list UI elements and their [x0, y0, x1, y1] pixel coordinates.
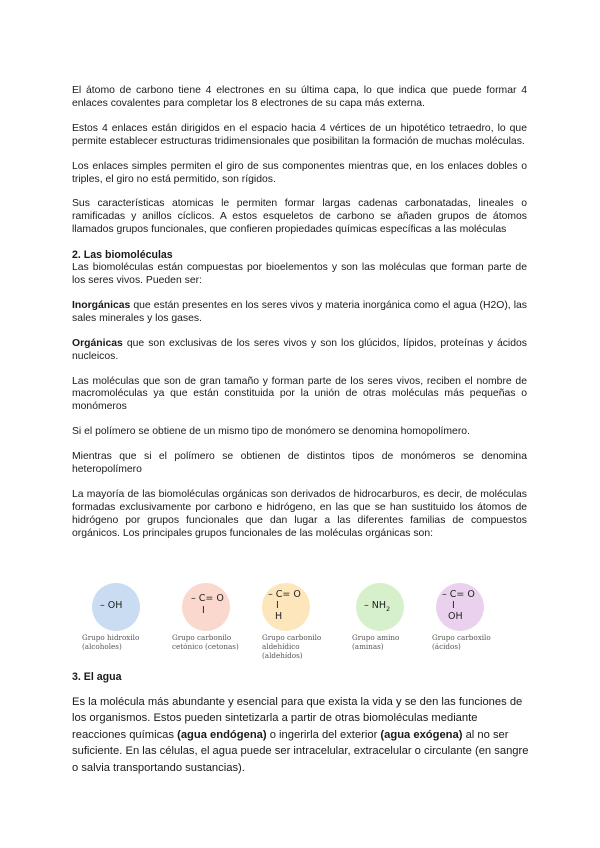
amino-caption-line-1: Grupo amino [352, 633, 400, 642]
functional-groups-figure [82, 583, 502, 658]
inorganic-text: que están presentes en los seres vivos y materia inorgánica como el agua (H2O), las sales minerales y los gases. [72, 299, 527, 324]
intro-paragraph-3: Los enlaces simples permiten el giro de sus componentes mientras que, en los enlaces dobles o triples, el giro no está permitido, son rígidos. [72, 160, 527, 185]
water-text-1: Es la molécula más abundante y esencial para que exista la vida y se den las funciones de los organismos. Estos pueden sintetizarla a partir de otras biomoléculas mediante reacciones químicas [72, 695, 523, 741]
water-paragraph [72, 694, 532, 777]
ketone-caption-line-1: Grupo carbonilo [172, 633, 232, 642]
heteropolymer-paragraph: Mientras que si el polímero se obtienen de distintos tipos de monómeros se denomina heteropolímero [72, 451, 527, 476]
section-2-heading: 2. Las biomoléculas [72, 249, 173, 262]
water-exogenous-term: (agua exógena) [380, 728, 463, 741]
section-3-block [72, 671, 532, 776]
hydroxyl-circle [92, 583, 140, 631]
organic-text: que son exclusivas de los seres vivos y son los glúcidos, lípidos, proteínas y ácidos nucleicos. [72, 337, 527, 362]
carboxyl-caption-line-2: (ácidos) [432, 642, 461, 651]
intro-block [72, 85, 527, 541]
organic-term: Orgánicas [72, 337, 123, 349]
amino-caption [352, 633, 432, 651]
ketone-caption-line-2: cetónico (cetonas) [172, 642, 239, 651]
aldehyde-formula-line-1: – C= O [268, 589, 301, 600]
carboxyl-formula-line-2: I [452, 600, 455, 611]
carboxyl-formula-line-1: – C= O [442, 589, 475, 600]
ketone-caption [172, 633, 252, 651]
aldehyde-formula-line-3: H [275, 611, 283, 622]
inorganic-paragraph [72, 300, 527, 326]
amino-circle [356, 583, 404, 631]
ketone-formula-line-1: – C= O [191, 593, 224, 604]
biomolecules-intro: Las biomoléculas están compuestas por bioelementos y son las moléculas que forman parte de los seres vivos. Pueden ser: [72, 262, 527, 286]
carboxyl-formula-line-3: OH [448, 611, 463, 622]
aldehyde-circle [262, 583, 310, 631]
section-3-heading: 3. El agua [72, 671, 122, 683]
carboxyl-circle [436, 583, 484, 631]
homopolymer-paragraph: Si el polímero se obtiene de un mismo tipo de monómero se denomina homopolímero. [72, 426, 470, 438]
aldehyde-caption-line-1: Grupo carbonilo [262, 633, 322, 642]
hydroxyl-caption-line-2: (alcoholes) [82, 642, 122, 651]
ketone-formula-line-2: I [202, 605, 205, 616]
inorganic-term: Inorgánicas [72, 299, 131, 311]
intro-paragraph-1: El átomo de carbono tiene 4 electrones en su última capa, lo que indica que puede formar 4 enlaces covalentes para completar los 8 electrones de su capa más externa. [72, 85, 527, 109]
hydroxyl-caption-line-1: Grupo hidroxilo [82, 633, 140, 642]
intro-paragraph-2: Estos 4 enlaces están dirigidos en el espacio hacia 4 vértices de un hipotético tetraedro, lo que permite establecer estructuras tridimensionales que posibilitan la formación de muchas moléculas. [72, 122, 527, 147]
ketone-circle [182, 583, 230, 631]
amino-formula-subscript: 2 [386, 604, 391, 613]
water-text-3: al no ser suficiente. En las células, el agua puede ser intracelular, extracelular o circulante (en sangre o salvia transportando sustancias). [72, 728, 529, 774]
macromolecules-paragraph: Las moléculas que son de gran tamaño y forman parte de los seres vivos, reciben el nombre de macromoléculas ya que están constituida por la unión de otras moléculas más pequeñas o monómeros [72, 375, 527, 413]
amino-caption-line-2: (aminas) [352, 642, 384, 651]
hydroxyl-caption [82, 633, 162, 651]
amino-formula [364, 600, 390, 613]
water-text-2: o ingerirla del exterior [266, 728, 381, 741]
organic-derivatives-paragraph: La mayoría de las biomoléculas orgánicas son derivados de hidrocarburos, es decir, de moléculas formadas exclusivamente por carbono e hidrógeno, en las que se han sustituido los átomos de hidrógeno por grupos funcionales que dan lugar a las diferentes familias de compuestos orgánicos. Los principales grupos funcionales de las moléculas orgánicas son: [72, 488, 527, 539]
aldehyde-caption-line-2: aldehídico (aldehídos) [262, 642, 303, 660]
hydroxyl-formula: – OH [100, 600, 123, 611]
organic-paragraph [72, 338, 527, 364]
amino-formula-main: – NH [364, 600, 387, 611]
aldehyde-caption [262, 633, 342, 660]
water-endogenous-term: (agua endógena) [177, 728, 267, 741]
carboxyl-caption [432, 633, 512, 651]
intro-paragraph-4: Sus características atomicas le permiten formar largas cadenas carbonatadas, lineales o ramificadas y anillos cíclicos. A estos esqueletos de carbono se añaden grupos de átomos llamados grupos funcionales, que confieren propiedades químicas específicas a las moléculas [72, 198, 527, 236]
carboxyl-caption-line-1: Grupo carboxilo [432, 633, 491, 642]
aldehyde-formula-line-2: I [276, 600, 279, 611]
